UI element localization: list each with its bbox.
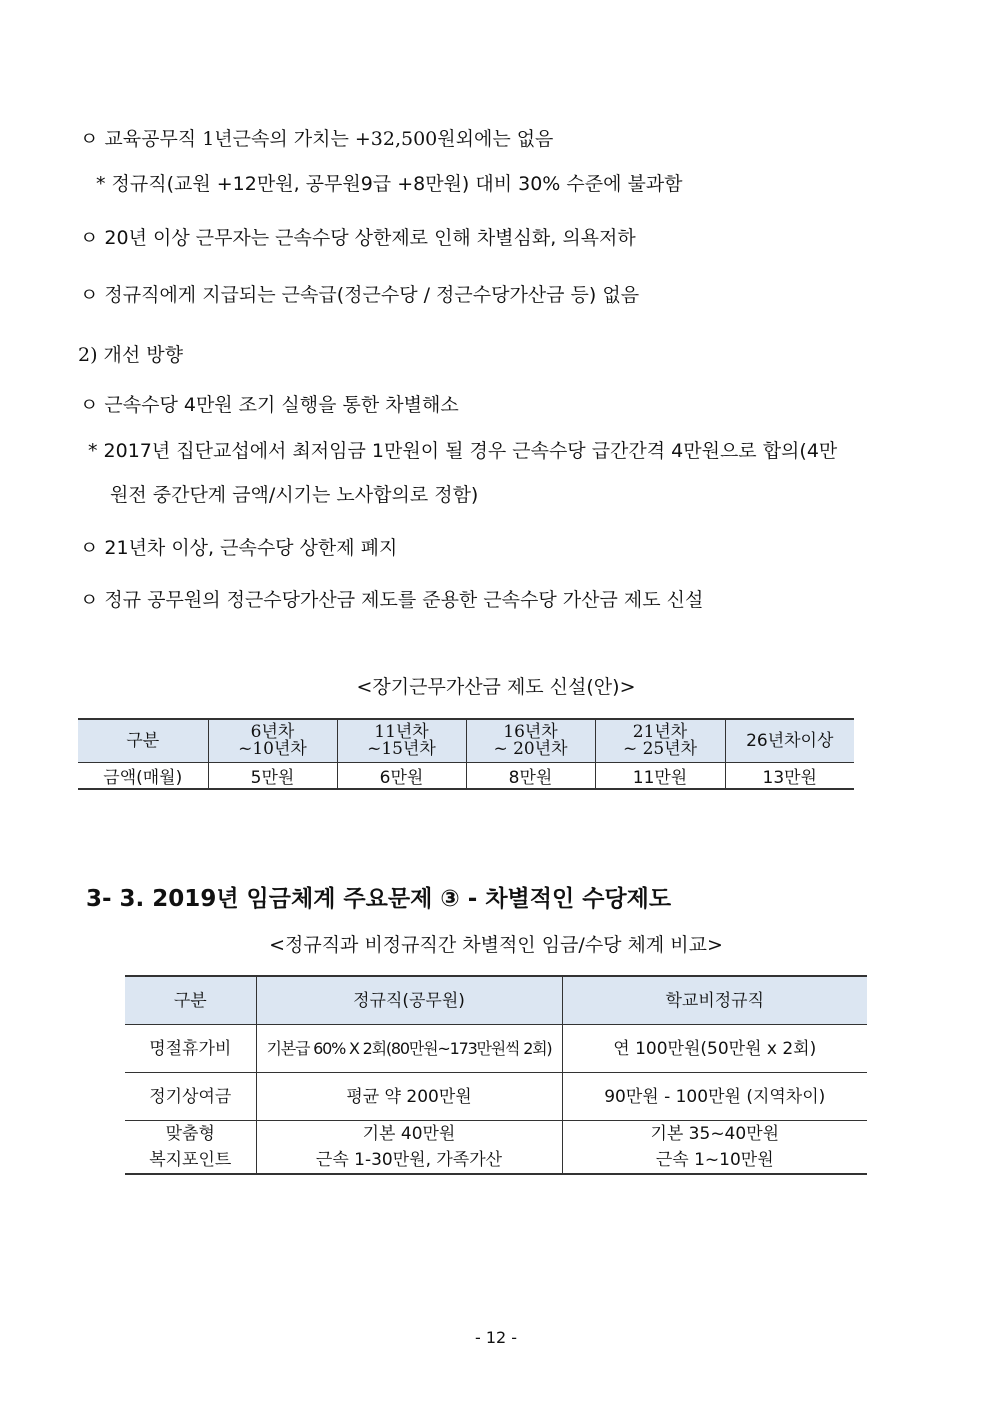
bullet-2: ㅇ 20년 이상 근무자는 근속수당 상한제로 인해 차별심화, 의욕저하 [80, 227, 636, 249]
table2-row [125, 1121, 867, 1175]
table2-header-cell: 정규직(공무원) [256, 976, 562, 1025]
table2-cell: 기본 35~40만원 근속 1~10만원 [562, 1121, 867, 1175]
table2-cell: 명절휴가비 [125, 1025, 256, 1073]
bullet-5: ㅇ 21년차 이상, 근속수당 상한제 폐지 [80, 537, 398, 559]
table2-cell: 평균 약 200만원 [256, 1073, 562, 1121]
table1-cell: 13만원 [725, 763, 854, 790]
bullet-4-note-line-1: * 2017년 집단교섭에서 최저임금 1만원이 될 경우 근속수당 급간간격 4만원으로 합의(4만 [88, 440, 838, 462]
table1-header-row [78, 719, 854, 763]
table2-header-row [125, 976, 867, 1025]
bullet-1: ㅇ 교육공무직 1년근속의 가치는 +32,500원외에는 없음 [80, 128, 554, 150]
table2-cell: 정기상여금 [125, 1073, 256, 1121]
table1-header-cell: 16년차 ~ 20년차 [466, 719, 595, 763]
table2-cell: 기본급 60% X 2회(80만원~173만원씩 2회) [256, 1025, 562, 1073]
table1-header-cell: 6년차 ~10년차 [208, 719, 337, 763]
table1-header-cell: 26년차이상 [725, 719, 854, 763]
bullet-3: ㅇ 정규직에게 지급되는 근속급(정근수당 / 정근수당가산금 등) 없음 [80, 284, 640, 306]
table1-cell: 금액(매월) [78, 763, 208, 790]
table1-cell: 5만원 [208, 763, 337, 790]
page-number: - 12 - [474, 1328, 518, 1347]
table2-row [125, 1073, 867, 1121]
table2-header-cell: 학교비정규직 [562, 976, 867, 1025]
table1-header-cell: 구분 [78, 719, 208, 763]
table1-caption: <장기근무가산금 제도 신설(안)> [356, 676, 636, 698]
table2-cell: 연 100만원(50만원 x 2회) [562, 1025, 867, 1073]
table1-header-cell: 11년차 ~15년차 [337, 719, 466, 763]
table1-row [78, 763, 854, 790]
table1-header-cell: 21년차 ~ 25년차 [595, 719, 725, 763]
section-heading-2: 2) 개선 방향 [78, 344, 183, 366]
allowance-comparison-table [125, 975, 867, 1175]
bullet-4-note-line-2: 원전 중간단계 금액/시기는 노사합의로 정함) [110, 484, 479, 506]
table2-row [125, 1025, 867, 1073]
table1-cell: 11만원 [595, 763, 725, 790]
table1-cell: 8만원 [466, 763, 595, 790]
table2-cell: 90만원 - 100만원 (지역차이) [562, 1073, 867, 1121]
bullet-6: ㅇ 정규 공무원의 정근수당가산금 제도를 준용한 근속수당 가산금 제도 신설 [80, 589, 704, 611]
bullet-1-note: * 정규직(교원 +12만원, 공무원9급 +8만원) 대비 30% 수준에 불과함 [96, 173, 683, 195]
table2-caption: <정규직과 비정규직간 차별적인 임금/수당 체계 비교> [269, 934, 723, 956]
table2-cell: 기본 40만원 근속 1-30만원, 가족가산 [256, 1121, 562, 1175]
section-heading-3-3: 3- 3. 2019년 임금체계 주요문제 ③ - 차별적인 수당제도 [86, 886, 672, 912]
table2-header-cell: 구분 [125, 976, 256, 1025]
table2-cell: 맞춤형 복지포인트 [125, 1121, 256, 1175]
table1-cell: 6만원 [337, 763, 466, 790]
long-service-table [78, 718, 854, 790]
bullet-4: ㅇ 근속수당 4만원 조기 실행을 통한 차별해소 [80, 394, 459, 416]
